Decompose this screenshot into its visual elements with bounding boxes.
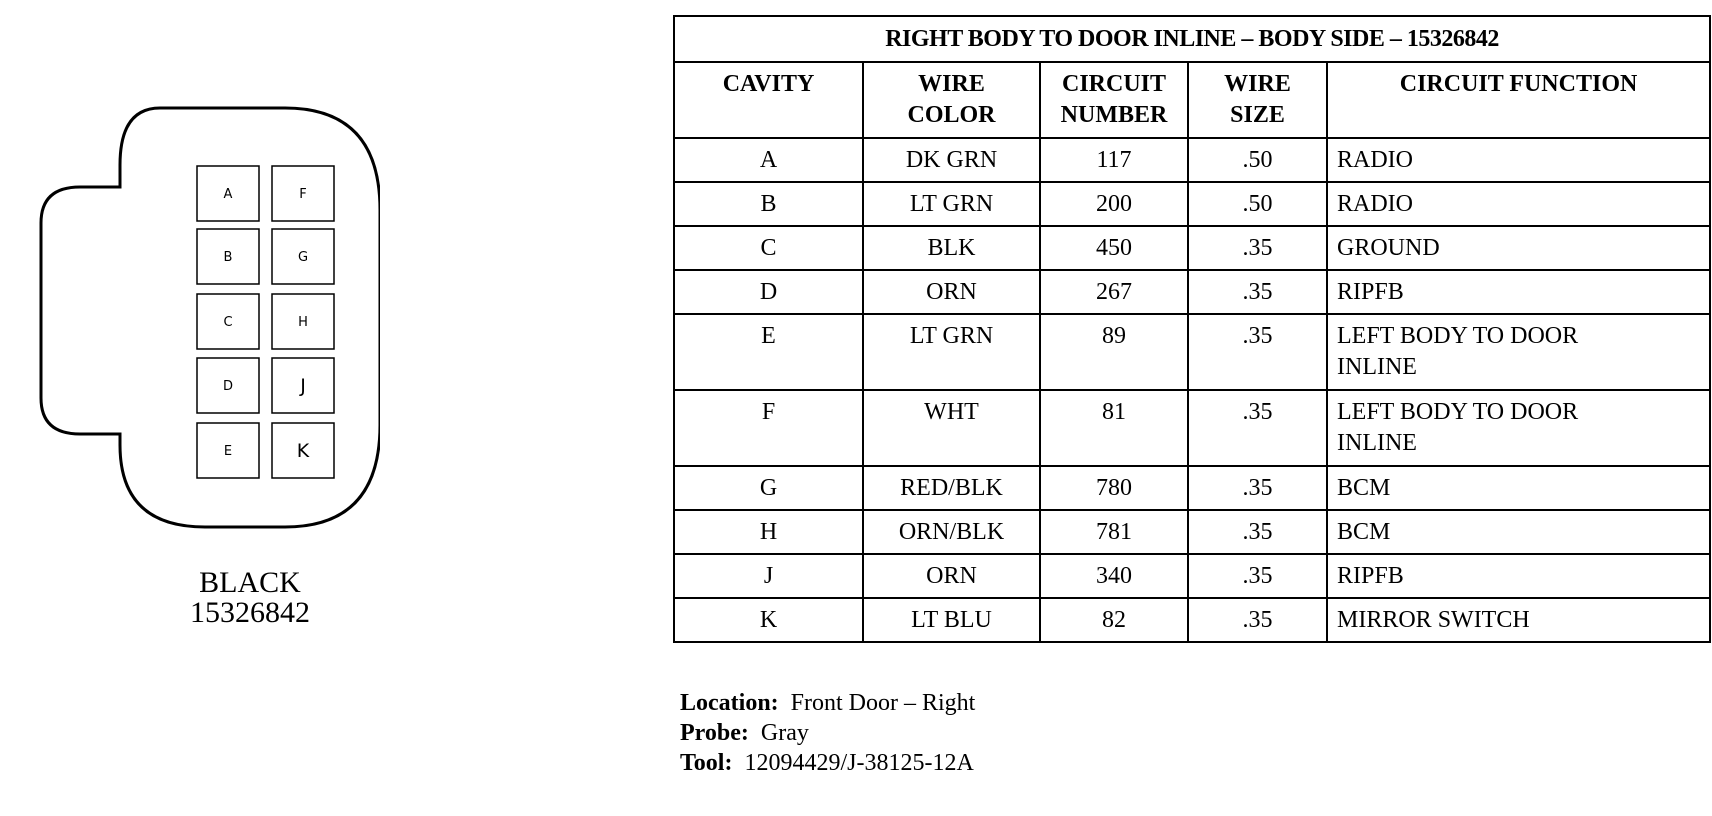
cell-cavity: C [674,226,863,270]
pin-d-label: D [222,379,234,394]
cell-circuit-function: RADIO [1327,138,1710,182]
pin-grid [197,166,334,478]
cell-cavity: J [674,554,863,598]
location-value: Front Door – Right [790,690,976,716]
cell-wire-size: .50 [1188,138,1327,182]
cell-circuit-function: BCM [1327,510,1710,554]
cell-circuit-function: LEFT BODY TO DOOR INLINE [1327,314,1710,390]
table-row [674,598,1710,642]
cell-circuit-number: 450 [1040,226,1188,270]
cell-wire-size: .35 [1188,226,1327,270]
connector-notes [680,688,975,778]
pin-h-label: H [298,315,308,330]
table-row [674,226,1710,270]
connector-part-number: 15326842 [190,596,310,629]
cell-wire-color: BLK [863,226,1040,270]
probe-line [680,718,975,748]
table-row [674,390,1710,466]
cell-circuit-function: LEFT BODY TO DOOR INLINE [1327,390,1710,466]
cell-circuit-function: RIPFB [1327,270,1710,314]
pin-j-label: J [300,375,306,397]
pin-g-label: G [297,250,309,265]
cell-wire-color: LT GRN [863,314,1040,390]
location-label: Location: [680,690,779,716]
cell-circuit-function: GROUND [1327,226,1710,270]
cell-wire-size: .35 [1188,466,1327,510]
header-wire-size: WIRE SIZE [1188,62,1327,138]
cell-circuit-number: 340 [1040,554,1188,598]
pinout-table [673,15,1711,643]
cell-cavity: B [674,182,863,226]
cell-wire-color: LT GRN [863,182,1040,226]
cell-cavity: F [674,390,863,466]
cell-wire-size: .35 [1188,554,1327,598]
table-row [674,554,1710,598]
cell-wire-color: RED/BLK [863,466,1040,510]
cell-cavity: G [674,466,863,510]
connector-outline [41,108,380,527]
cell-circuit-function: MIRROR SWITCH [1327,598,1710,642]
cell-circuit-function: BCM [1327,466,1710,510]
table-row [674,182,1710,226]
cell-wire-color: LT BLU [863,598,1040,642]
probe-label: Probe: [680,720,749,746]
cell-wire-size: .35 [1188,390,1327,466]
probe-value: Gray [760,720,809,746]
cell-cavity: E [674,314,863,390]
cell-wire-color: ORN [863,554,1040,598]
cell-wire-color: WHT [863,390,1040,466]
cell-cavity: A [674,138,863,182]
pin-k-label: K [296,440,310,462]
header-circuit-function: CIRCUIT FUNCTION [1327,62,1710,138]
cell-wire-color: DK GRN [863,138,1040,182]
tool-value: 12094429/J-38125-12A [744,750,974,776]
pin-c-label: C [223,315,233,330]
tool-label: Tool: [680,750,733,776]
table-row [674,510,1710,554]
pin-b-label: B [223,250,233,265]
cell-wire-size: .35 [1188,314,1327,390]
table-row [674,314,1710,390]
connector-diagram [30,105,380,530]
cell-wire-size: .35 [1188,510,1327,554]
cell-circuit-number: 200 [1040,182,1188,226]
cell-cavity: D [674,270,863,314]
cell-circuit-number: 82 [1040,598,1188,642]
header-circuit-number: CIRCUIT NUMBER [1040,62,1188,138]
cell-cavity: K [674,598,863,642]
cell-wire-size: .50 [1188,182,1327,226]
pin-e-label: E [223,444,233,459]
cell-wire-color: ORN [863,270,1040,314]
table-title: RIGHT BODY TO DOOR INLINE – BODY SIDE – 15326842 [674,16,1710,62]
pin-a-label: A [223,187,233,202]
connector-color: BLACK [199,566,301,599]
cell-circuit-function: RADIO [1327,182,1710,226]
table-row [674,466,1710,510]
cell-circuit-function: RIPFB [1327,554,1710,598]
cell-circuit-number: 89 [1040,314,1188,390]
table-header-row [674,62,1710,138]
connector-label [170,568,330,628]
cell-wire-color: ORN/BLK [863,510,1040,554]
header-cavity: CAVITY [674,62,863,138]
header-wire-color: WIRE COLOR [863,62,1040,138]
cell-circuit-number: 117 [1040,138,1188,182]
pin-f-label: F [299,187,307,202]
cell-circuit-number: 81 [1040,390,1188,466]
location-line [680,688,975,718]
tool-line [680,748,975,778]
cell-wire-size: .35 [1188,270,1327,314]
cell-cavity: H [674,510,863,554]
table-row [674,270,1710,314]
cell-circuit-number: 781 [1040,510,1188,554]
cell-wire-size: .35 [1188,598,1327,642]
table-row [674,138,1710,182]
cell-circuit-number: 267 [1040,270,1188,314]
cell-circuit-number: 780 [1040,466,1188,510]
